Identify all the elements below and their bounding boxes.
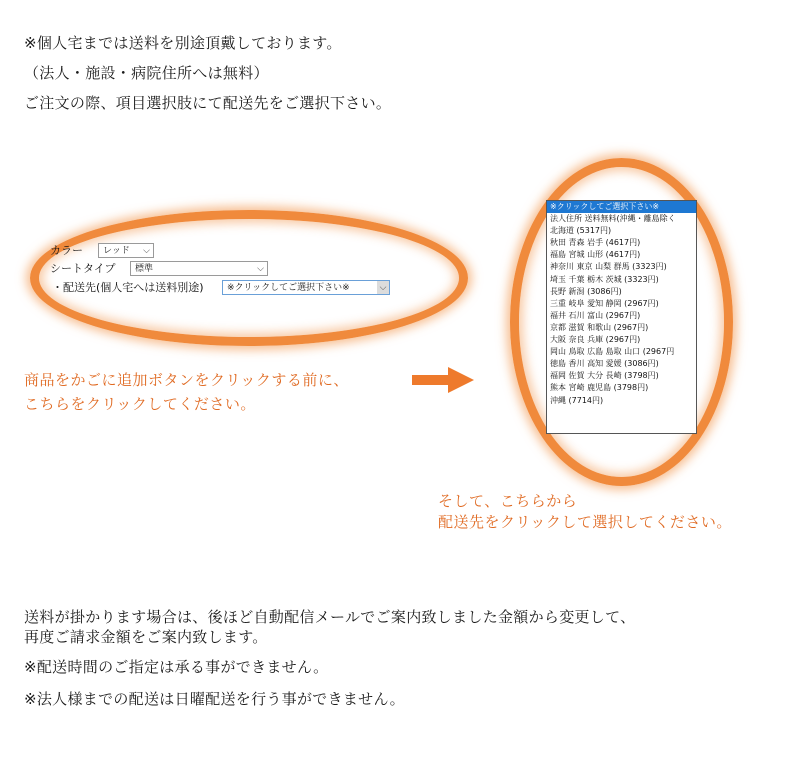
dropdown-option[interactable]: 神奈川 東京 山梨 群馬 (3323円) — [550, 262, 667, 272]
dropdown-option[interactable]: 徳島 香川 高知 愛媛 (3086円) — [550, 359, 659, 369]
instruction-left-line-1: 商品をかごに追加ボタンをクリックする前に、 — [24, 371, 349, 389]
shipping-select-value: ※クリックしてご選択下さい※ — [227, 283, 350, 293]
instruction-left-line-2: こちらをクリックしてください。 — [24, 395, 256, 413]
shipping-select[interactable] — [222, 280, 390, 295]
dropdown-option[interactable]: 岡山 鳥取 広島 島取 山口 (2967円 — [550, 347, 675, 357]
dropdown-option[interactable]: 福島 宮城 山形 (4617円) — [550, 250, 641, 260]
instruction-right-line-1: そして、こちらから — [438, 492, 578, 510]
seat-type-select[interactable] — [130, 261, 268, 276]
dropdown-option[interactable]: 三重 岐阜 愛知 静岡 (2967円) — [550, 298, 659, 308]
dropdown-option[interactable]: 大阪 奈良 兵庫 (2967円) — [550, 335, 641, 345]
dropdown-option[interactable]: 法人住所 送料無料(沖縄・離島除く — [550, 214, 676, 224]
dropdown-option[interactable]: 北海道 (5317円) — [550, 226, 612, 236]
footer-line-2: 再度ご請求金額をご案内致します。 — [24, 628, 268, 646]
chevron-down-icon: ⌵ — [257, 264, 264, 274]
footer-line-4: ※法人様までの配送は日曜配送を行う事ができません。 — [24, 690, 405, 708]
notice-line-1: ※個人宅までは送料を別途頂戴しております。 — [24, 34, 342, 52]
color-label: カラー — [50, 244, 83, 257]
chevron-down-icon: ⌵ — [377, 281, 389, 294]
notice-line-3: ご注文の際、項目選択肢にて配送先をご選択下さい。 — [24, 94, 392, 112]
dropdown-option[interactable]: 秋田 青森 岩手 (4617円) — [550, 238, 641, 248]
footer-line-1: 送料が掛かります場合は、後ほど自動配信メールでご案内致しました金額から変更して、 — [24, 608, 636, 626]
footer-line-3: ※配送時間のご指定は承る事ができません。 — [24, 658, 329, 676]
chevron-down-icon: ⌵ — [143, 246, 150, 256]
instruction-right-line-2: 配送先をクリックして選択してください。 — [438, 513, 732, 531]
seat-type-label: シートタイプ — [50, 262, 116, 275]
dropdown-option[interactable]: 福井 石川 富山 (2967円) — [550, 310, 641, 320]
dropdown-option[interactable]: 京都 滋賀 和歌山 (2967円) — [550, 322, 649, 332]
dropdown-option[interactable]: 沖縄 (7714円) — [550, 395, 604, 405]
dropdown-option[interactable]: 長野 新潟 (3086円) — [550, 286, 622, 296]
seat-type-select-value: 標準 — [135, 264, 154, 274]
dropdown-option[interactable]: ※クリックしてご選択下さい※ — [547, 201, 696, 213]
dropdown-option[interactable]: 福岡 佐賀 大分 長崎 (3798円) — [550, 371, 659, 381]
dropdown-option[interactable]: 熊本 宮崎 鹿児島 (3798円) — [550, 383, 649, 393]
dropdown-option[interactable]: 埼玉 千葉 栃木 茨城 (3323円) — [550, 274, 659, 284]
color-select[interactable] — [98, 243, 154, 258]
shipping-dropdown-list[interactable] — [546, 200, 697, 434]
right-arrow-icon — [412, 367, 474, 393]
shipping-label: ・配送先(個人宅へは送料別途) — [52, 281, 204, 294]
notice-line-2: （法人・施設・病院住所へは無料） — [24, 64, 269, 82]
left-highlight-ring — [30, 210, 468, 346]
color-select-value: レッド — [103, 246, 130, 256]
